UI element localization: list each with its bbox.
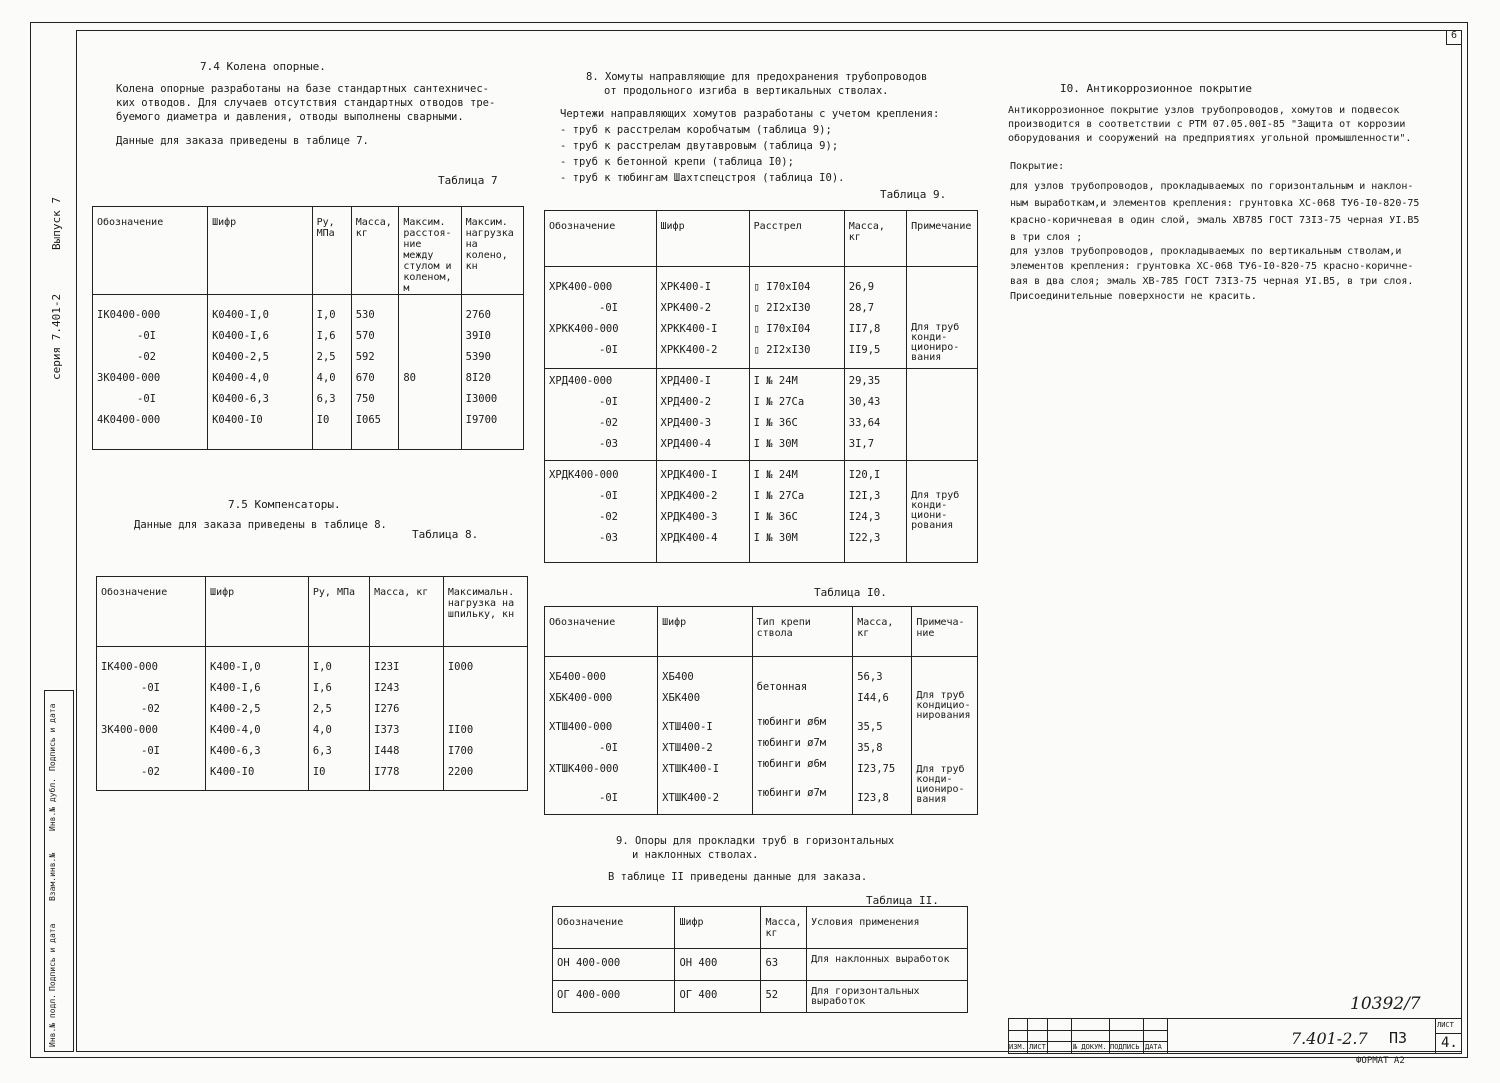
table-10 — [544, 606, 978, 815]
sheet-number: 4. — [1441, 1035, 1458, 1051]
cell: I № 36C — [753, 511, 798, 523]
cell: -02 — [137, 351, 156, 363]
cell: бетонная — [756, 681, 808, 693]
section-9-order: В таблице II приведены данные для заказа. — [608, 871, 868, 883]
table-7 — [92, 206, 524, 450]
cell: K0400-4,0 — [212, 372, 269, 384]
cell: 2,5 — [316, 351, 336, 363]
col-header: Максим. нагрузка на колено, кн — [461, 207, 523, 295]
cell: XБK400-000 — [549, 692, 613, 704]
cell: XБK400 — [662, 692, 701, 704]
cell: K400-I,0 — [210, 661, 261, 673]
col-header: Шифр — [658, 607, 752, 657]
cell: 5390 — [465, 351, 491, 363]
section-10-body: Антикоррозионное покрытие узлов трубопроводов, хомутов и подвесок производится в соответствии с РТМ 07.05.00I-85 "Защита от коррозии оборудования и сооружений на предприятиях угольной промышленности". — [1008, 105, 1412, 144]
table-9 — [544, 210, 978, 563]
cell: I44,6 — [857, 692, 889, 704]
col-header: Обозначение — [93, 207, 208, 295]
cell: XPД400-4 — [660, 438, 712, 450]
cell: OГ 400-000 — [553, 981, 675, 1013]
cell: XPK400-000 — [549, 281, 613, 293]
cell: K400-I0 — [210, 766, 255, 778]
cell: I2I,3 — [848, 490, 881, 502]
cell: I № 27Ca — [753, 396, 805, 408]
cell: -0I — [137, 393, 156, 405]
stamp-col: № ДОКУМ. — [1073, 1043, 1107, 1051]
cell: 8I20 — [465, 372, 491, 384]
section-7-4-order: Данные для заказа приведены в таблице 7. — [116, 135, 369, 147]
cell: 63 — [761, 949, 807, 981]
format-label: ФОРМАТ А2 — [1356, 1056, 1405, 1066]
table-row — [553, 981, 968, 1013]
stamp-field: Взам.инв.№ — [48, 852, 57, 901]
cell: I № 27Ca — [753, 490, 805, 502]
section-7-5-order: Данные для заказа приведены в таблице 8. — [134, 519, 387, 531]
cell: I,0 — [316, 309, 336, 321]
cell: XTШ400-2 — [662, 742, 713, 754]
cell: XPДK400-I — [660, 469, 718, 481]
cell: I24,3 — [848, 511, 881, 523]
cell: K400-4,0 — [210, 724, 261, 736]
cell: K400-2,5 — [210, 703, 261, 715]
cell: I № 24M — [753, 469, 798, 481]
col-header: Обозначение — [545, 607, 658, 657]
cell: 4,0 — [316, 372, 336, 384]
cell: -0I — [599, 742, 618, 754]
doc-code: П3 — [1389, 1029, 1408, 1047]
cell: 3K0400-000 — [97, 372, 161, 384]
cell: 4K0400-000 — [97, 414, 161, 426]
cell: 570 — [355, 330, 375, 342]
col-header: Примечание — [907, 211, 978, 267]
cell: I № 36C — [753, 417, 798, 429]
col-header: Расстрел — [749, 211, 844, 267]
section-9-title: 9. Опоры для прокладки труб в горизонтальных и наклонных стволах. — [616, 835, 895, 861]
col-header: Масса, кг — [351, 207, 399, 295]
cell: II00 — [447, 724, 474, 736]
cell: I23,75 — [857, 763, 896, 775]
cell: XPK400-I — [660, 281, 712, 293]
doc-number: 7.401-2.7 — [1291, 1029, 1368, 1048]
cell: ▯ I70xI04 — [753, 323, 811, 335]
col-header: Тип крепи ствола — [752, 607, 853, 657]
stamp-field: Инв.№ подл. — [48, 994, 57, 1047]
cell: -03 — [599, 438, 618, 450]
table-11-caption: Таблица II. — [866, 894, 939, 907]
cell: XTШ400-000 — [549, 721, 613, 733]
cell: I000 — [447, 661, 474, 673]
cell: I,6 — [316, 330, 336, 342]
cell: 39I0 — [465, 330, 491, 342]
cell: Для горизонтальных выработок — [807, 981, 968, 1013]
cell: -02 — [141, 703, 160, 715]
cell: K0400-I,6 — [212, 330, 269, 342]
section-8-title: 8. Хомуты направляющие для предохранения трубопроводов от продольного изгиба в вертикальных стволах. — [586, 71, 928, 97]
cell: -0I — [599, 792, 618, 804]
cell: K0400-I0 — [212, 414, 263, 426]
cell: K0400-6,3 — [212, 393, 269, 405]
cell: K400-I,6 — [210, 682, 261, 694]
stamp-field: Подпись и дата — [48, 703, 57, 771]
cell: 35,8 — [857, 742, 883, 754]
cell: XPДK400-3 — [660, 511, 718, 523]
col-header: Обозначение — [545, 211, 657, 267]
stamp-col: ЛИСТ — [1029, 1043, 1046, 1051]
section-7-4-body: Колена опорные разработаны на базе стандартных сантехничес- ких отводов. Для случаев отсутствия стандартных отводов тре- буемого диаметра и давления, отводы выполнены сварными. — [116, 83, 496, 123]
sheet-corner-box: 6 — [1446, 30, 1461, 45]
cell: I0 — [312, 766, 326, 778]
cell: -02 — [141, 766, 160, 778]
table-8-caption: Таблица 8. — [412, 528, 479, 541]
stamp-col: ПОДПИСЬ — [1110, 1043, 1140, 1051]
cell: Для труб конди- циониро- вания — [907, 267, 978, 369]
col-header: Обозначение — [553, 907, 675, 949]
issue-label: Выпуск 7 — [50, 197, 63, 250]
cell: XБ400-000 — [549, 671, 606, 683]
cell: XPK400-2 — [660, 302, 712, 314]
cell: XPДK400-000 — [549, 469, 619, 481]
cell: I9700 — [465, 414, 498, 426]
col-header: Обозначение — [97, 577, 206, 647]
coating-horizontal: для узлов трубопроводов, прокладываемых по горизонтальным и наклон- ным выработкам,и элементов крепления: грунтовка XC-068 ТУ6-I0-820-75 красно-коричневая в один слой, эмаль XB785 ГОСТ 73I3-75 черная УI.B5 в три слоя ; — [1010, 181, 1420, 243]
cell: 530 — [355, 309, 375, 321]
cell: -0I — [599, 344, 618, 356]
cell: I276 — [374, 703, 400, 715]
col-header: Масса, кг — [844, 211, 906, 267]
sheet-label: ЛИСТ — [1437, 1021, 1454, 1029]
cell: II9,5 — [848, 344, 881, 356]
cell: XPKK400-2 — [660, 344, 718, 356]
cell: 4,0 — [312, 724, 332, 736]
cell: I № 24M — [753, 375, 798, 387]
col-header: Ру, МПа — [312, 207, 351, 295]
cell: 670 — [355, 372, 375, 384]
cell: IK0400-000 — [97, 309, 161, 321]
cell: II7,8 — [848, 323, 881, 335]
cell: Для труб конди- циони- рования — [907, 461, 978, 563]
col-header: Масса, кг — [853, 607, 912, 657]
cell: I065 — [355, 414, 381, 426]
col-header: Максим. расстоя- ние между стулом и коленом, м — [399, 207, 461, 295]
table-row — [553, 949, 968, 981]
cell: XPДK400-4 — [660, 532, 718, 544]
table-11 — [552, 906, 968, 1013]
cell: 28,7 — [848, 302, 875, 314]
cell: 592 — [355, 351, 375, 363]
cell: 3K400-000 — [101, 724, 158, 736]
coating-label: Покрытие: — [1010, 161, 1065, 172]
cell: 2760 — [465, 309, 491, 321]
cell: XPД400-000 — [549, 375, 613, 387]
cell: 750 — [355, 393, 375, 405]
cell: IK400-000 — [101, 661, 158, 673]
stamp-field: Подпись и дата — [48, 923, 57, 991]
cell: Для наклонных выработок — [807, 949, 968, 981]
cell: OH 400-000 — [553, 949, 675, 981]
cell: Для труб конди- циониро- вания — [916, 764, 965, 805]
col-header: Шифр — [208, 207, 313, 295]
cell: 56,3 — [857, 671, 883, 683]
cell: -0I — [599, 490, 618, 502]
cell: ▯ 2I2xI30 — [753, 344, 811, 356]
cell: -0I — [137, 330, 156, 342]
cell: 6,3 — [316, 393, 336, 405]
cell: K0400-2,5 — [212, 351, 269, 363]
cell: I,0 — [312, 661, 332, 673]
section-10-title: I0. Антикоррозионное покрытие — [1060, 82, 1253, 95]
cell: XTШ400-I — [662, 721, 713, 733]
table-8 — [96, 576, 528, 791]
table-9-caption: Таблица 9. — [880, 188, 947, 201]
cell: I,6 — [312, 682, 332, 694]
stamp-field: Инв.№ дубл. — [48, 778, 57, 831]
cell: -0I — [141, 745, 160, 757]
cell: OГ 400 — [675, 981, 761, 1013]
col-header: Масса, кг — [761, 907, 807, 949]
cell: I23,8 — [857, 792, 889, 804]
cell: 26,9 — [848, 281, 875, 293]
series-label: серия 7.401-2 — [50, 293, 63, 380]
cell: тюбинги ø6м — [756, 758, 827, 770]
cell: 3I,7 — [848, 438, 875, 450]
cell: XTШK400-I — [662, 763, 720, 775]
cell: XPДK400-2 — [660, 490, 718, 502]
cell: 33,64 — [848, 417, 881, 429]
coating-vertical: для узлов трубопроводов, прокладываемых по вертикальным стволам,и элементов крепления: грунтовка XC-068 ТУ6-I0-820-75 красно-коричне- вая в два слоя; эмаль XB-785 ГОСТ 73I3-75 черная УI.B5, в три слоя. Присоединительные поверхности не красить. — [1010, 246, 1414, 302]
cell: OH 400 — [675, 949, 761, 981]
cell: I243 — [374, 682, 400, 694]
section-8-body: Чертежи направляющих хомутов разработаны с учетом крепления: - труб к расстрелам коробчатым (таблица 9); - труб к расстрелам двутавровым (таблица 9); - труб к бетонной крепи (таблица I0); - труб к тюбингам Шахтспецстроя (таблица I0). — [560, 108, 940, 184]
cell: 52 — [761, 981, 807, 1013]
col-header: Шифр — [675, 907, 761, 949]
section-7-4-title: 7.4 Колена опорные. — [200, 60, 326, 73]
cell: ▯ 2I2xI30 — [753, 302, 811, 314]
cell: тюбинги ø7м — [756, 787, 827, 799]
cell: -0I — [141, 682, 160, 694]
stamp-col: ИЗМ. — [1009, 1043, 1026, 1051]
cell: -0I — [599, 302, 618, 314]
table-7-caption: Таблица 7 — [438, 174, 498, 187]
col-header: Примеча- ние — [912, 607, 978, 657]
cell: I20,I — [848, 469, 881, 481]
cell: -02 — [599, 417, 618, 429]
cell: I778 — [374, 766, 400, 778]
cell: I700 — [447, 745, 474, 757]
cell: 30,43 — [848, 396, 881, 408]
cell: I3000 — [465, 393, 498, 405]
col-header: Масса, кг — [370, 577, 444, 647]
col-header: Шифр — [206, 577, 309, 647]
cell: 6,3 — [312, 745, 332, 757]
cell: тюбинги ø6м — [756, 716, 827, 728]
cell: XPKK400-000 — [549, 323, 619, 335]
cell: -02 — [599, 511, 618, 523]
table-10-caption: Таблица I0. — [814, 586, 887, 599]
cell: I № 30M — [753, 438, 798, 450]
title-block — [1008, 1018, 1462, 1054]
col-header: Ру, МПа — [308, 577, 369, 647]
cell: 2,5 — [312, 703, 332, 715]
section-7-5-title: 7.5 Компенсаторы. — [228, 498, 341, 511]
cell: XБ400 — [662, 671, 694, 683]
cell: I448 — [374, 745, 400, 757]
col-header: Шифр — [656, 211, 749, 267]
cell: -03 — [599, 532, 618, 544]
cell: ▯ I70xI04 — [753, 281, 811, 293]
cell: XTШK400-000 — [549, 763, 619, 775]
cell: I № 30M — [753, 532, 798, 544]
cell: тюбинги ø7м — [756, 737, 827, 749]
cell: I22,3 — [848, 532, 881, 544]
cell: Для труб кондицио- нирования — [916, 690, 971, 721]
approval-stamp-strip — [44, 690, 74, 1052]
stamp-col: ДАТА — [1145, 1043, 1162, 1051]
cell: I23I — [374, 661, 400, 673]
cell: -0I — [599, 396, 618, 408]
cell: XPД400-3 — [660, 417, 712, 429]
col-header: Максимальн. нагрузка на шпильку, кн — [443, 577, 527, 647]
cell: I373 — [374, 724, 400, 736]
cell: XPД400-2 — [660, 396, 712, 408]
cell: 2200 — [447, 766, 474, 778]
cell: K0400-I,0 — [212, 309, 269, 321]
handwritten-number: 10392/7 — [1350, 994, 1421, 1014]
cell: 35,5 — [857, 721, 883, 733]
cell: 80 — [403, 372, 416, 384]
cell: XPД400-I — [660, 375, 712, 387]
cell: I0 — [316, 414, 330, 426]
col-header: Условия применения — [807, 907, 968, 949]
cell: K400-6,3 — [210, 745, 261, 757]
cell: XTШK400-2 — [662, 792, 720, 804]
cell: XPKK400-I — [660, 323, 718, 335]
cell: 29,35 — [848, 375, 881, 387]
